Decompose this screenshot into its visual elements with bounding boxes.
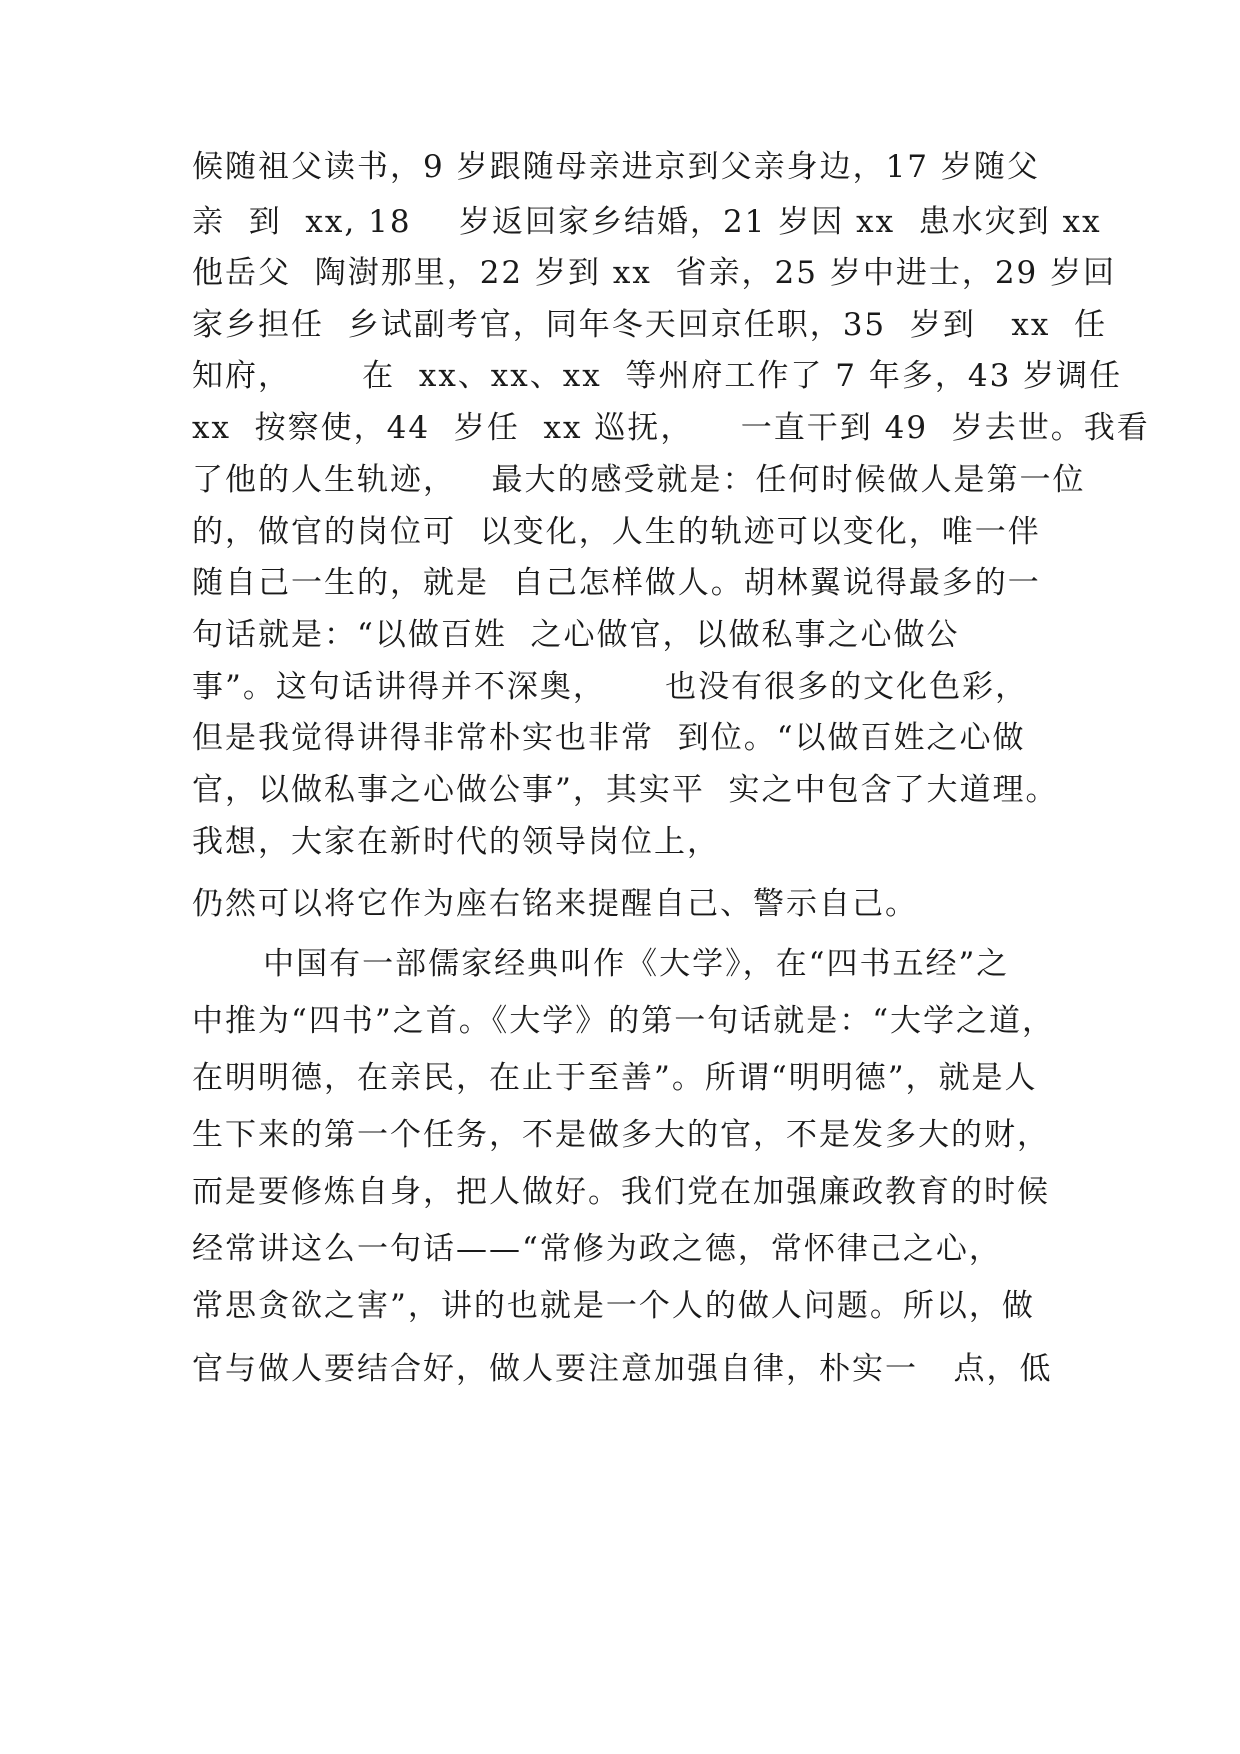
text-line: 亲 到 xx, 18 岁返回家乡结婚，21 岁因 xx 患水灾到 xx: [192, 204, 1102, 240]
text-line: 生下来的第一个任务，不是做多大的官，不是发多大的财，: [192, 1117, 1050, 1153]
text-line: 家乡担任 乡试副考官，同年冬天回京任职，35 岁到 xx 任: [192, 307, 1108, 343]
text-line: 官与做人要结合好，做人要注意加强自律，朴实一 点，低: [192, 1351, 1053, 1387]
text-line: 句话就是：“以做百姓 之心做官，以做私事之心做公: [192, 617, 960, 653]
text-line: 官，以做私事之心做公事”，其实平 实之中包含了大道理。: [192, 772, 1059, 808]
text-line: 知府， 在 xx、xx、xx 等州府工作了 7 年多，43 岁调任: [192, 358, 1123, 394]
text-line: xx 按察使，44 岁任 xx 巡抚， 一直干到 49 岁去世。我看: [192, 410, 1150, 446]
text-line: 但是我觉得讲得非常朴实也非常 到位。“以做百姓之心做: [192, 720, 1026, 756]
text-line: 候随祖父读书，9 岁跟随母亲进京到父亲身边，17 岁随父: [192, 149, 1040, 185]
text-line: 中国有一部儒家经典叫作《大学》，在“四书五经”之: [192, 946, 1010, 982]
text-line: 而是要修炼自身，把人做好。我们党在加强廉政教育的时候: [192, 1174, 1050, 1210]
text-line: 我想，大家在新时代的领导岗位上，: [192, 824, 720, 860]
text-line: 中推为“四书”之首。《大学》的第一句话就是：“大学之道，: [192, 1003, 1056, 1039]
text-line: 随自己一生的，就是 自己怎样做人。胡林翼说得最多的一: [192, 565, 1041, 601]
text-line: 他岳父 陶澍那里，22 岁到 xx 省亲，25 岁中进士，29 岁回: [192, 255, 1117, 291]
text-line: 常思贪欲之害”，讲的也就是一个人的做人问题。所以，做: [192, 1288, 1035, 1324]
text-line: 的，做官的岗位可 以变化，人生的轨迹可以变化，唯一伴: [192, 514, 1041, 550]
text-line: 在明明德，在亲民，在止于至善”。所谓“明明德”，就是人: [192, 1060, 1038, 1096]
text-line: 经常讲这么一句话——“常修为政之德，常怀律己之心，: [192, 1231, 1002, 1267]
text-line: 仍然可以将它作为座右铭来提醒自己、警示自己。: [192, 886, 918, 922]
text-line: 事”。这句话讲得并不深奥， 也没有很多的文化色彩，: [192, 669, 1029, 705]
text-line: 了他的人生轨迹， 最大的感受就是：任何时候做人是第一位: [192, 462, 1086, 498]
